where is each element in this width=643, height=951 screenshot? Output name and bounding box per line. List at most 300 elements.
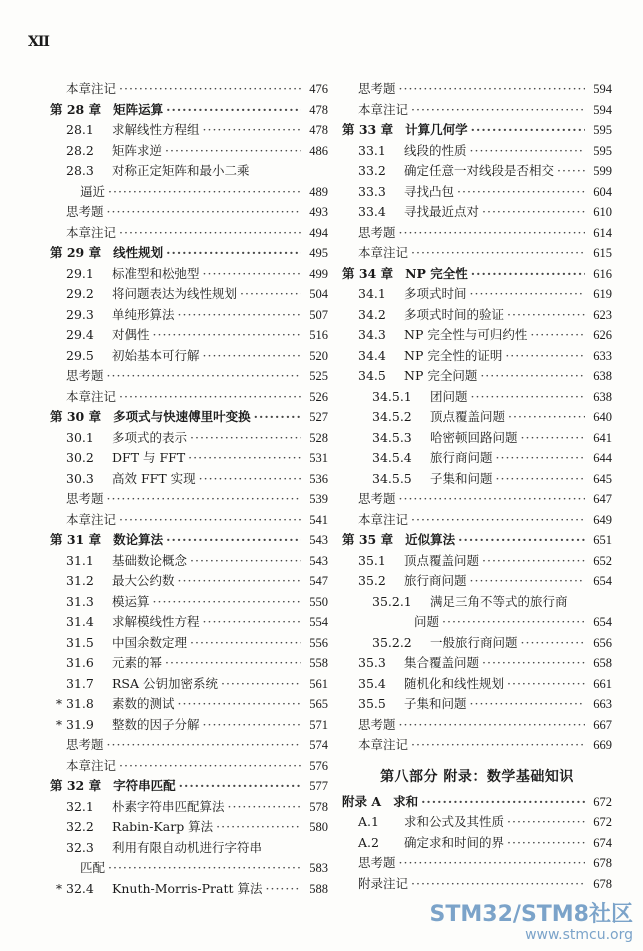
toc-entry xyxy=(342,571,612,592)
toc-entry-title: 确定任意一对线段是否相交 xyxy=(404,163,555,178)
toc-entry-page: 494 xyxy=(309,225,328,240)
toc-entry-number: 32.2 xyxy=(66,819,94,834)
toc-entry-page: 599 xyxy=(593,164,612,178)
toc-entry-page: 594 xyxy=(593,82,612,96)
toc-entry-page: 576 xyxy=(309,758,328,773)
toc-entry-page: 536 xyxy=(309,471,328,486)
toc-entry xyxy=(342,407,612,428)
toc-entry-page: 626 xyxy=(593,328,612,342)
toc-entry-title: 多项式的表示 xyxy=(112,429,188,445)
toc-entry-title: NP 完全性与可归约性 xyxy=(404,327,528,342)
toc-entry-number: 34.1 xyxy=(358,286,386,301)
dot-leader xyxy=(470,571,585,592)
page-number: XII xyxy=(28,34,49,50)
dot-leader xyxy=(411,100,585,121)
toc-entry-number: 33.4 xyxy=(358,204,386,219)
dot-leader xyxy=(190,551,301,572)
toc-entry-number: 31.1 xyxy=(66,552,94,568)
watermark xyxy=(430,903,633,943)
toc-entry xyxy=(50,817,328,838)
dot-leader xyxy=(178,694,301,715)
toc-entry-number: 28.1 xyxy=(66,122,94,137)
dot-leader xyxy=(119,756,301,777)
toc-entry-title: 匹配 xyxy=(80,860,106,875)
dot-leader xyxy=(507,305,585,326)
dot-leader xyxy=(221,674,301,695)
toc-entry xyxy=(342,305,612,326)
toc-entry-page: 649 xyxy=(593,512,612,527)
dot-leader xyxy=(458,530,585,551)
toc-entry-number: 31.4 xyxy=(66,614,94,629)
toc-entry-title: 本章注记 xyxy=(358,101,409,117)
toc-entry xyxy=(50,305,328,326)
dot-leader xyxy=(399,489,585,510)
toc-entry-title: 模运算 xyxy=(112,593,150,609)
toc-entry-number: 35.1 xyxy=(358,552,386,568)
toc-entry-page: 527 xyxy=(309,410,328,424)
toc-entry-title: 子集和问题 xyxy=(404,696,467,711)
toc-entry xyxy=(50,858,328,879)
toc-entry-number: 28.2 xyxy=(66,142,94,158)
dot-leader xyxy=(521,428,585,449)
toc-entry-title: 初始基本可行解 xyxy=(112,347,200,363)
toc-entry-page: 663 xyxy=(593,697,612,711)
toc-chapter-entry xyxy=(342,792,612,813)
dot-leader xyxy=(470,141,585,162)
toc-entry-title: 本章注记 xyxy=(66,224,117,240)
toc-entry xyxy=(50,469,328,490)
toc-entry-title: 整数的因子分解 xyxy=(112,716,200,732)
toc-chapter-entry xyxy=(342,530,612,551)
dot-leader xyxy=(508,407,585,428)
toc-entry-number: 第 34 章 xyxy=(342,265,394,281)
toc-entry-number: 35.2 xyxy=(358,573,386,588)
toc-entry xyxy=(50,284,328,305)
toc-entry-title: 对称正定矩阵和最小二乘 xyxy=(112,163,250,178)
dot-leader xyxy=(119,510,301,531)
toc-entry-number: 33.3 xyxy=(358,183,386,199)
toc-entry-page: 554 xyxy=(309,615,328,629)
dot-leader xyxy=(178,571,301,592)
toc-entry-page: 654 xyxy=(593,615,612,629)
toc-entry-title: 利用有限自动机进行字符串 xyxy=(112,839,263,855)
toc-entry xyxy=(50,756,328,777)
toc-entry xyxy=(342,448,612,469)
toc-entry-title: 多项式时间的验证 xyxy=(404,306,505,322)
dot-leader xyxy=(179,776,301,797)
toc-entry-page: 656 xyxy=(593,635,612,650)
toc-entry-title: 思考题 xyxy=(358,224,396,240)
toc-entry xyxy=(50,674,328,695)
toc-entry xyxy=(342,674,612,695)
toc-entry-page: 489 xyxy=(309,184,328,199)
toc-entry-title: 基础数论概念 xyxy=(112,552,188,568)
toc-entry-number: 29.4 xyxy=(66,327,94,342)
toc-entry xyxy=(50,489,328,510)
toc-entry-title: 求和公式及其性质 xyxy=(404,814,505,829)
toc-entry-page: 516 xyxy=(309,328,328,342)
toc-entry-page: 493 xyxy=(309,205,328,219)
toc-entry xyxy=(50,510,328,531)
toc-entry-number: 35.2.1 xyxy=(372,593,412,609)
toc-entry-title: NP 完全问题 xyxy=(404,368,478,383)
toc-entry-number: 35.3 xyxy=(358,655,386,670)
toc-entry-number: 34.5.2 xyxy=(372,409,412,424)
toc-entry-title: 近似算法 xyxy=(405,532,456,547)
toc-entry xyxy=(50,141,328,162)
dot-leader xyxy=(530,325,585,346)
toc-entry-number: 31.5 xyxy=(66,634,94,650)
toc-entry xyxy=(50,325,328,346)
dot-leader xyxy=(496,448,585,469)
dot-leader xyxy=(471,120,585,141)
toc-entry-title: 求和 xyxy=(393,793,419,809)
toc-entry-title: 思考题 xyxy=(358,81,396,96)
toc-entry-number: 29.2 xyxy=(66,286,94,301)
toc-entry-title: 哈密顿回路问题 xyxy=(430,429,518,445)
dot-leader xyxy=(216,817,301,838)
toc-entry-page: 623 xyxy=(593,307,612,322)
toc-entry-title: 思考题 xyxy=(66,737,104,752)
toc-entry-number: 35.5 xyxy=(358,696,386,711)
toc-entry xyxy=(342,874,612,895)
toc-entry-title: 多项式时间 xyxy=(404,286,467,301)
toc-entry-number: 34.3 xyxy=(358,327,386,342)
toc-entry-number: 30.2 xyxy=(66,450,94,465)
toc-entry-page: 638 xyxy=(593,389,612,404)
toc-entry xyxy=(342,141,612,162)
toc-entry-page: 476 xyxy=(309,82,328,96)
toc-entry xyxy=(342,715,612,736)
dot-leader xyxy=(190,428,301,449)
toc-entry-title: 本章注记 xyxy=(358,245,409,260)
toc-entry-number: 29.1 xyxy=(66,265,94,281)
toc-entry xyxy=(342,833,612,854)
dot-leader xyxy=(470,694,585,715)
watermark-url: www.stmcu.org xyxy=(525,927,633,943)
toc-entry-page: 645 xyxy=(593,471,612,486)
toc-entry xyxy=(50,612,328,633)
toc-entry-page: 571 xyxy=(309,717,328,732)
toc-entry-page: 574 xyxy=(309,738,328,752)
dot-leader xyxy=(482,202,585,223)
toc-entry-title: 思考题 xyxy=(66,204,104,219)
dot-leader xyxy=(457,182,585,203)
toc-entry xyxy=(342,366,612,387)
toc-entry-page: 619 xyxy=(593,287,612,301)
toc-entry-number: 第 30 章 xyxy=(50,409,102,424)
toc-entry-page: 678 xyxy=(593,856,612,870)
toc-entry-number: 30.3 xyxy=(66,470,94,486)
watermark-logo-text: STM32/STM8社区 xyxy=(429,902,633,927)
toc-entry xyxy=(342,79,612,100)
toc-entry xyxy=(342,735,612,756)
dot-leader xyxy=(107,366,301,387)
toc-entry-title: 旅行商问题 xyxy=(404,573,467,588)
toc-entry-page: 541 xyxy=(309,512,328,527)
toc-chapter-entry xyxy=(50,100,328,121)
dot-leader xyxy=(399,223,585,244)
toc-entry xyxy=(342,551,612,572)
toc-entry-page: 583 xyxy=(309,861,328,875)
toc-entry xyxy=(50,735,328,756)
toc-entry-title: 子集和问题 xyxy=(430,470,493,486)
part-title: 第八部分 附录：数学基础知识 xyxy=(380,768,574,785)
toc-entry-title: 线性规划 xyxy=(113,245,164,260)
dot-leader xyxy=(119,79,301,100)
dot-leader xyxy=(496,469,585,490)
toc-entry-page: 539 xyxy=(309,492,328,506)
toc-entry-number: 第 31 章 xyxy=(50,532,102,547)
dot-leader xyxy=(411,510,585,531)
dot-leader xyxy=(188,448,301,469)
dot-leader xyxy=(228,797,301,818)
toc-entry-page: 486 xyxy=(309,143,328,158)
dot-leader xyxy=(480,366,585,387)
toc-entry-page: 644 xyxy=(593,451,612,465)
toc-entry xyxy=(342,853,612,874)
toc-entry-number: 34.2 xyxy=(358,306,386,322)
toc-entry xyxy=(50,161,328,182)
toc-entry-page: 543 xyxy=(309,553,328,568)
toc-entry-title: 数论算法 xyxy=(113,532,164,547)
toc-entry-title: 线段的性质 xyxy=(404,142,467,158)
toc-entry-title: 中国余数定理 xyxy=(112,634,188,650)
toc-entry xyxy=(342,202,612,223)
toc-entry xyxy=(342,469,612,490)
toc-entry-number: 34.5.5 xyxy=(372,470,412,486)
toc-entry-title: 思考题 xyxy=(66,368,104,383)
dot-leader xyxy=(199,469,301,490)
toc-entry-page: 658 xyxy=(593,656,612,670)
toc-entry xyxy=(50,694,328,715)
dot-leader xyxy=(507,833,585,854)
toc-entry-page: 652 xyxy=(593,553,612,568)
toc-entry xyxy=(342,592,612,613)
toc-entry xyxy=(342,489,612,510)
dot-leader xyxy=(507,812,585,833)
toc-entry-title: 思考题 xyxy=(358,716,396,732)
toc-entry xyxy=(50,838,328,859)
toc-entry-page: 647 xyxy=(593,492,612,506)
toc-entry-title: 旅行商问题 xyxy=(430,450,493,465)
toc-left-column xyxy=(50,79,328,899)
dot-leader xyxy=(119,223,301,244)
toc-entry-number: 32.4 xyxy=(66,880,94,896)
toc-entry-page: 615 xyxy=(593,246,612,260)
toc-entry-number: 34.5.4 xyxy=(372,450,412,465)
toc-entry-page: 547 xyxy=(309,574,328,588)
toc-entry-page: 674 xyxy=(593,835,612,850)
toc-entry-page: 610 xyxy=(593,205,612,219)
toc-entry-page: 633 xyxy=(593,348,612,363)
toc-entry-page: 531 xyxy=(309,451,328,465)
toc-entry-title: 思考题 xyxy=(358,855,396,870)
dot-leader xyxy=(178,305,301,326)
toc-entry-number: 32.1 xyxy=(66,798,94,814)
dot-leader xyxy=(107,489,301,510)
toc-entry xyxy=(342,633,612,654)
toc-entry-title: 本章注记 xyxy=(66,81,117,96)
dot-leader xyxy=(166,243,301,264)
toc-entry-number: 29.5 xyxy=(66,347,94,363)
dot-leader xyxy=(470,284,585,305)
toc-entry xyxy=(342,243,612,264)
toc-entry-page: 543 xyxy=(309,533,328,547)
toc-entry-title: 标准型和松弛型 xyxy=(112,265,200,281)
toc-entry-number: 34.5.3 xyxy=(372,429,412,445)
dot-leader xyxy=(505,346,585,367)
toc-entry-title: NP 完全性的证明 xyxy=(404,347,503,363)
dot-leader xyxy=(411,874,585,895)
toc-entry-title: 多项式与快速傅里叶变换 xyxy=(113,409,251,424)
dot-leader xyxy=(153,592,301,613)
optional-marker: * xyxy=(56,717,62,732)
toc-entry-page: 616 xyxy=(593,266,612,281)
dot-leader xyxy=(153,325,301,346)
dot-leader xyxy=(266,879,301,900)
optional-marker: * xyxy=(56,697,62,711)
toc-entry-page: 507 xyxy=(309,307,328,322)
toc-entry-page: 478 xyxy=(309,102,328,117)
toc-entry-title: 将问题表达为线性规划 xyxy=(112,286,238,301)
toc-entry-page: 550 xyxy=(309,594,328,609)
toc-entry xyxy=(50,715,328,736)
toc-entry-title: 本章注记 xyxy=(66,757,117,773)
toc-entry xyxy=(50,120,328,141)
dot-leader xyxy=(203,346,301,367)
dot-leader xyxy=(166,100,301,121)
toc-entry-number: 31.8 xyxy=(66,696,94,711)
toc-entry-title: 思考题 xyxy=(358,491,396,506)
toc-chapter-entry xyxy=(342,120,612,141)
toc-entry-title: 寻找凸包 xyxy=(404,183,455,199)
toc-entry-page: 578 xyxy=(309,799,328,814)
toc-entry-number: 32.3 xyxy=(66,839,94,855)
toc-entry-number: 第 32 章 xyxy=(50,778,102,793)
toc-entry-page: 614 xyxy=(593,225,612,240)
toc-entry-title: 附录注记 xyxy=(358,875,409,891)
toc-right-column xyxy=(342,79,612,894)
toc-entry-number: 28.3 xyxy=(66,163,94,178)
toc-chapter-entry xyxy=(50,530,328,551)
toc-entry-number: 31.7 xyxy=(66,675,94,691)
toc-entry-title: 对偶性 xyxy=(112,327,150,342)
toc-entry xyxy=(342,612,612,633)
toc-entry-page: 495 xyxy=(309,246,328,260)
toc-entry-title: 计算几何学 xyxy=(405,122,468,137)
dot-leader xyxy=(411,243,585,264)
toc-entry-title: 朴素字符串匹配算法 xyxy=(112,798,225,814)
toc-entry-title: 本章注记 xyxy=(358,511,409,527)
toc-entry xyxy=(50,223,328,244)
toc-entry-title: 单纯形算法 xyxy=(112,306,175,322)
dot-leader xyxy=(421,792,585,813)
toc-entry xyxy=(50,448,328,469)
dot-leader xyxy=(166,530,301,551)
dot-leader xyxy=(165,653,301,674)
toc-entry-title: 本章注记 xyxy=(66,511,117,527)
toc-entry-page: 528 xyxy=(309,430,328,445)
toc-right-entries xyxy=(342,79,612,756)
toc-entry-number: 30.1 xyxy=(66,429,94,445)
toc-entry-number: A.2 xyxy=(358,834,379,850)
toc-entry-title: 逼近 xyxy=(80,183,106,199)
toc-entry-number: 31.2 xyxy=(66,573,94,588)
toc-chapter-entry xyxy=(342,264,612,285)
dot-leader xyxy=(165,141,301,162)
toc-entry-number: 35.2.2 xyxy=(372,634,412,650)
toc-entry-page: 669 xyxy=(593,738,612,752)
toc-entry-page: 641 xyxy=(593,430,612,445)
dot-leader xyxy=(203,120,301,141)
dot-leader xyxy=(119,387,301,408)
toc-entry-page: 604 xyxy=(593,184,612,199)
dot-leader xyxy=(240,284,301,305)
dot-leader xyxy=(203,612,301,633)
dot-leader xyxy=(399,79,585,100)
toc-entry-page: 499 xyxy=(309,266,328,281)
toc-entry-page: 558 xyxy=(309,656,328,670)
toc-entry-page: 526 xyxy=(309,389,328,404)
toc-entry-number: 33.2 xyxy=(358,163,386,178)
toc-entry xyxy=(50,428,328,449)
toc-entry-page: 520 xyxy=(309,348,328,363)
toc-entry-page: 594 xyxy=(593,102,612,117)
toc-entry-page: 678 xyxy=(593,876,612,891)
toc-entry-page: 478 xyxy=(309,123,328,137)
dot-leader xyxy=(482,551,585,572)
toc-entry-page: 595 xyxy=(593,143,612,158)
toc-entry xyxy=(50,633,328,654)
optional-marker: * xyxy=(56,881,62,896)
toc-entry-title: 顶点覆盖问题 xyxy=(404,552,480,568)
toc-entry-page: 577 xyxy=(309,779,328,793)
toc-entry xyxy=(50,592,328,613)
toc-entry xyxy=(50,653,328,674)
toc-entry-page: 672 xyxy=(593,794,612,809)
toc-entry xyxy=(342,100,612,121)
toc-entry-title: 矩阵求逆 xyxy=(112,142,163,158)
toc-entry-page: 561 xyxy=(309,676,328,691)
toc-entry-page: 651 xyxy=(593,533,612,547)
toc-entry-title: 随机化和线性规划 xyxy=(404,675,505,691)
toc-entry-number: 34.5.1 xyxy=(372,388,412,404)
dot-leader xyxy=(471,264,585,285)
toc-entry xyxy=(50,79,328,100)
toc-entry-page: 565 xyxy=(309,697,328,711)
toc-entry-title: 集合覆盖问题 xyxy=(404,655,480,670)
toc-appendix-entries xyxy=(342,792,612,895)
toc-entry-title: NP 完全性 xyxy=(405,265,468,281)
toc-entry-title: Knuth-Morris-Pratt 算法 xyxy=(112,880,263,896)
dot-leader xyxy=(203,264,301,285)
toc-entry-title: 问题 xyxy=(414,614,440,629)
toc-entry-page: 638 xyxy=(593,369,612,383)
toc-entry-number: 31.3 xyxy=(66,593,94,609)
toc-entry-page: 672 xyxy=(593,815,612,829)
dot-leader xyxy=(521,633,585,654)
toc-entry xyxy=(342,653,612,674)
toc-entry-number: 第 33 章 xyxy=(342,122,394,137)
toc-entry-number: A.1 xyxy=(358,814,379,829)
dot-leader xyxy=(557,161,585,182)
toc-entry xyxy=(342,387,612,408)
toc-entry-number: 第 29 章 xyxy=(50,245,102,260)
dot-leader xyxy=(254,407,301,428)
toc-entry-page: 595 xyxy=(593,123,612,137)
toc-entry-page: 504 xyxy=(309,287,328,301)
